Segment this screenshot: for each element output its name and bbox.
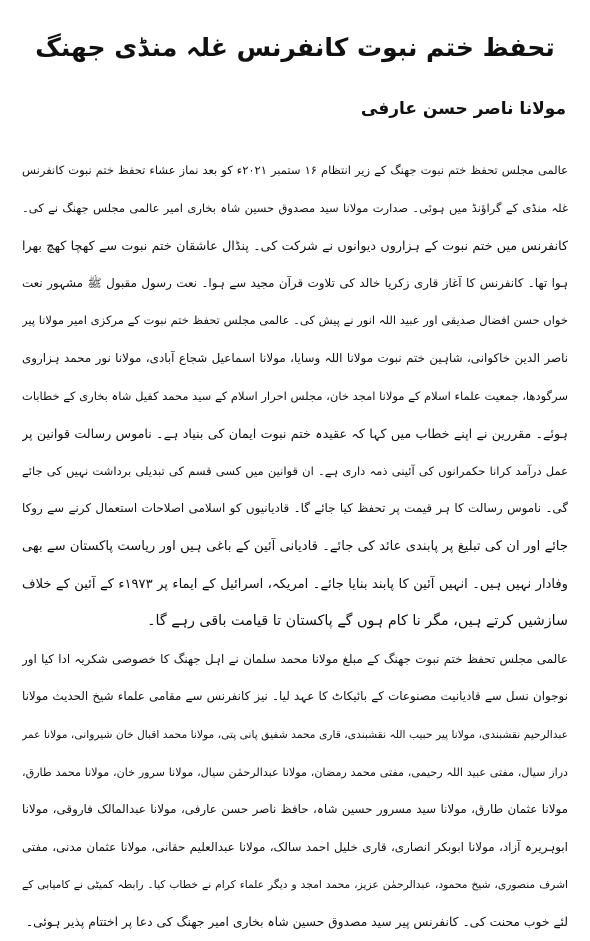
article-title: تحفظ ختم نبوت کانفرنس غلہ منڈی جھنگ	[35, 33, 555, 62]
body-line: مولانا عثمان طارق، مولانا سید مسرور حسین شاہ، حافظ ناصر حسن عارفی، مولانا عبدالمالک فاروقی، مولانا	[22, 802, 568, 817]
body-line: ہوئے۔ مقررین نے اپنے خطاب میں کہا کہ عقیدہ ختم نبوت ایمان کی بنیاد ہے۔ ناموس رسالت قوانین پر	[22, 426, 568, 442]
body-line: ناصر الدین خاکوانی، شاہین ختم نبوت مولانا اللہ وسایا، مولانا اسماعیل شجاع آبادی، مولانا نور محمد ہزاروی	[22, 350, 568, 365]
body-line-paragraph-end: سازشیں کرتے ہیں، مگر نا کام ہوں گے پاکستان تا قیامت باقی رہے گا۔	[147, 613, 568, 630]
body-line: عبدالرحیم نقشبندی، مولانا پیر حبیب اللہ نقشبندی، قاری محمد شفیق پانی پتی، مولانا محمد اقبال خان شیروانی، مولانا عمر	[22, 727, 568, 741]
body-line: کانفرنس میں ختم نبوت کے ہزاروں دیوانوں نے شرکت کی۔ پنڈال عاشقان ختم نبوت سے کھچا کھچ بھرا	[22, 238, 568, 254]
body-line: سرگودھا، جمعیت علماء اسلام کے مولانا امجد خان، مجلس احرار اسلام کے سید محمد کفیل شاہ بخاری کے خطابات	[22, 388, 568, 403]
body-line: جائے اور ان کی تبلیغ پر پابندی عائد کی جائے۔ قادیانی آئین کے باغی ہیں اور ریاست پاکستان سے بھی	[22, 538, 568, 554]
body-line: نوجوان نسل سے قادیانیت مصنوعات کے بائیکاٹ کا عہد لیا۔ نیز کانفرنس سے مقامی علماء شیخ الحدیث مولانا	[22, 689, 568, 704]
body-line: عالمی مجلس تحفظ ختم نبوت جھنگ کے زیر انتظام ۱۶ ستمبر ۲۰۲۱ء کو بعد نماز عشاء تحفظ ختم نبوت کانفرنس	[22, 163, 568, 177]
body-line: خواں حسن افضال صدیقی اور عبید اللہ انور نے پیش کی۔ عالمی مجلس تحفظ ختم نبوت کے مرکزی امیر مولانا پیر	[22, 313, 568, 328]
body-line: ہوا تھا۔ کانفرنس کا آغاز قاری زکریا خالد کی تلاوت قرآن مجید سے ہوا۔ نعت رسول مقبول ﷺ مشہور نعت	[22, 275, 568, 290]
article-author: مولانا ناصر حسن عارفی	[360, 99, 566, 119]
body-line: دراز سیال، مفتی عبید اللہ رحیمی، مفتی محمد رمضان، مولانا عبدالرحمٰن سیال، مولانا سرور خان، مولانا محمد طارق،	[22, 765, 568, 779]
body-line: اشرف منصوری، شیخ محمود، عبدالرحمٰن عزیز، محمد امجد و دیگر علماء کرام نے خطاب کیا۔ رابطہ کمیٹی نے کامیابی کے	[22, 878, 568, 892]
body-line: عالمی مجلس تحفظ ختم نبوت جھنگ کے مبلغ مولانا محمد سلمان نے اہل جھنگ کا خصوصی شکریہ ادا کیا اور	[22, 651, 568, 666]
body-line: ابوہریرہ آزاد، مولانا ابوبکر انصاری، قاری خلیل احمد سالک، مولانا عبدالعلیم حقانی، مولانا عثمان مدنی، مفتی	[22, 839, 568, 854]
body-line: غلہ منڈی کے گراؤنڈ میں ہوئی۔ صدارت مولانا سید مصدوق حسین شاہ بخاری امیر عالمی مجلس جھنگ نے کی۔	[22, 200, 568, 215]
article-body	[22, 152, 568, 941]
body-line-paragraph-end: لئے خوب محنت کی۔ کانفرنس پیر سید مصدوق حسین شاہ بخاری امیر جھنگ کی دعا پر اختتام پذیر ہوئی۔	[25, 914, 568, 929]
body-line: گی۔ ناموس رسالت کا ہر قیمت پر تحفظ کیا جائے گا۔ قادیانیوں کو اسلامی اصلاحات استعمال کرنے سے روکا	[22, 501, 568, 516]
body-line: وفادار نہیں ہیں۔ انہیں آئین کا پابند بنایا جائے۔ امریکہ، اسرائیل کے ایماء پر ۱۹۷۳ء کے آئین کے خلاف	[22, 576, 568, 592]
body-line: عمل درآمد کرانا حکمرانوں کی آئینی ذمہ داری ہے۔ ان قوانین میں کسی قسم کی تبدیلی برداشت نہیں کی جائے	[22, 463, 568, 478]
